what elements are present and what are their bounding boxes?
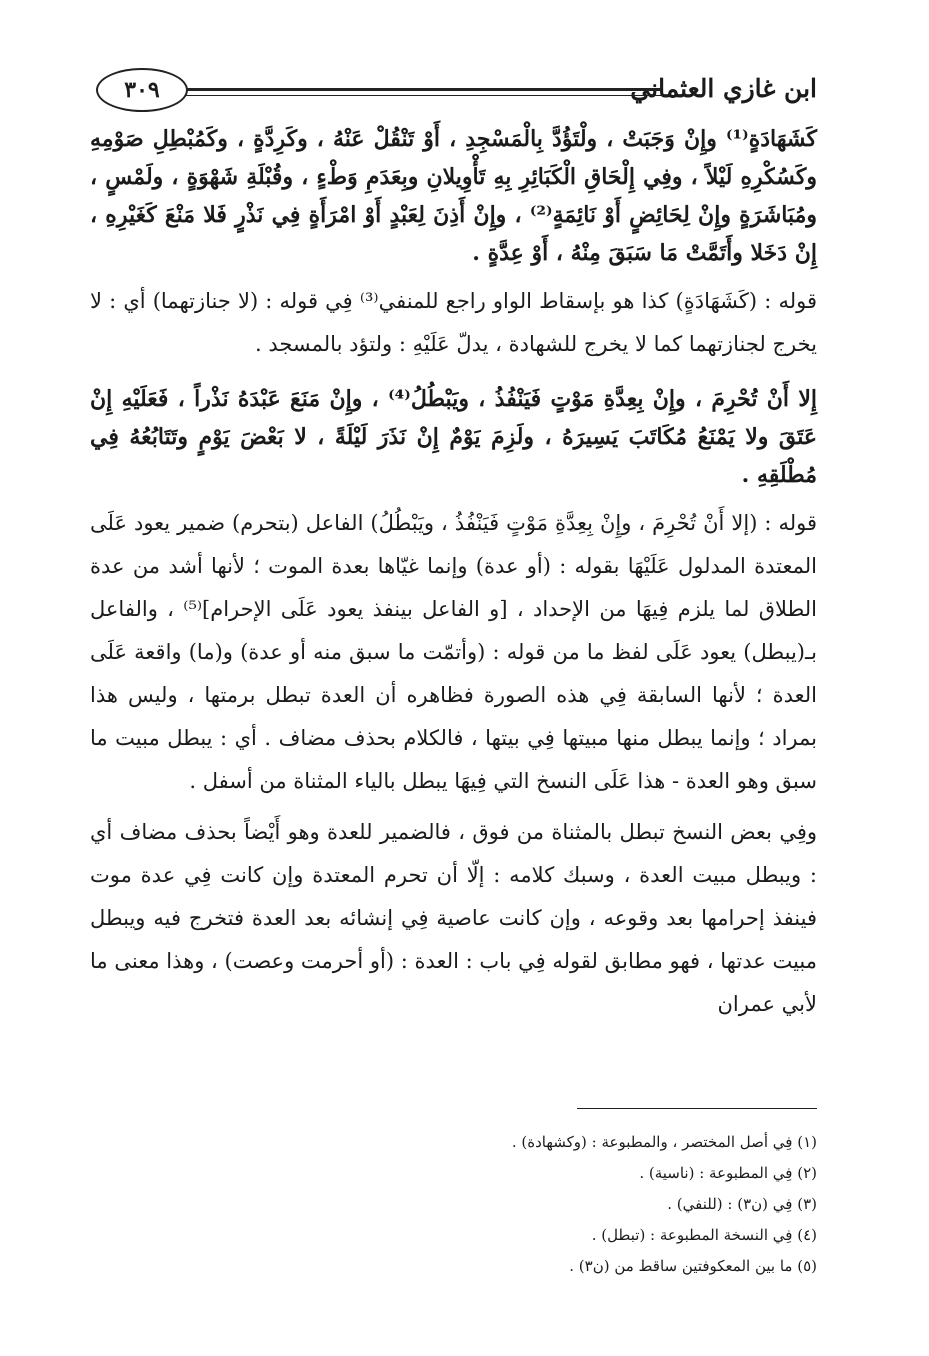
commentary-paragraph: قوله : (كَشَهَادَةٍ) كذا هو بإسقاط الواو راجع للمنفي⁽³⁾ فِي قوله : (لا جنازتهما) أي : لا يخرج لجنازتهما كما لا يخرج للشهادة ، يدلّ عَلَيْهِ : ولتؤد بالمسجد . <box>90 289 817 356</box>
commentary-paragraph: قوله : (إلا أَنْ تُحْرِمَ ، وإِنْ بِعِدَّةِ مَوْتٍ فَيَنْفُذُ ، ويَبْطُلُ) الفاعل (بتحرم) ضمير يعود عَلَى المعتدة المدلول عَلَيْهَا بقوله : (أو عدة) وإنما غيّاها بعدة الموت ؛ لأنها أشد من عدة الطلاق لما يلزم فِيهَا من الإحداد ، [و الفاعل بينفذ يعود عَلَى الإحرام]⁽⁵⁾ ، والفاعل بـ(يبطل) يعود عَلَى لفظ ما من قوله : (وأتمّت ما سبق منه أو عدة) و(ما) واقعة عَلَى العدة ؛ لأنها السابقة فِي هذه الصورة فظاهره أن العدة تبطل برمتها ، وليس هذا بمراد ؛ وإنما يبطل منها مبيتها فِي بيتها ، فالكلام بحذف مضاف . أي : يبطل مبيت ما سبق وهو العدة - هذا عَلَى النسخ التي فِيهَا يبطل بالياء المثناة من أسفل . <box>90 511 817 793</box>
page-header <box>90 54 817 120</box>
footnote-item: (٢) فِي المطبوعة : (ناسية) . <box>639 1164 817 1182</box>
footnote-item: (٥) ما بين المعكوفتين ساقط من (ن٣) . <box>569 1257 817 1275</box>
footnote-item: (٣) فِي (ن٣) : (للنفي) . <box>667 1195 817 1213</box>
footnote-divider <box>577 1108 817 1109</box>
header-rule-thin <box>182 95 661 96</box>
matn-paragraph: إِلا أَنْ تُحْرِمَ ، وإِنْ بِعِدَّةِ مَوْتٍ فَيَنْفُذُ ، ويَبْطُلُ⁽⁴⁾ ، وإِنْ مَنَعَ عَبْدَهُ نَذْراً ، فَعَلَيْهِ إِنْ عَتَقَ ولا يَمْنَعُ مُكَاتَبَ يَسِيرَهُ ، ولَزِمَ يَوْمٌ إِنْ نَذَرَ لَيْلَةً ، لا بَعْضَ يَوْمٍ وتَتَابُعُهُ فِي مُطْلَقِهِ . <box>90 386 818 488</box>
footnotes <box>90 1127 817 1282</box>
book-page <box>90 54 817 1282</box>
header-rule-thick <box>182 88 661 91</box>
page-number: ٣٠٩ <box>96 68 188 112</box>
body-text <box>90 120 817 1026</box>
running-head: ابن غازي العثماني <box>630 74 817 103</box>
footnote-item: (٤) فِي النسخة المطبوعة : (تبطل) . <box>591 1226 817 1244</box>
commentary-paragraph: وفِي بعض النسخ تبطل بالمثناة من فوق ، فالضمير للعدة وهو أَيْضاً بحذف مضاف أي : ويبطل مبيت العدة ، وسبك كلامه : إلّا أن تحرم المعتدة وإن كانت فِي عدة موت فينفذ إحرامها بعد وقوعه ، وإن كانت عاصية فِي إنشائه بعد العدة فتخرج فيه ويبطل مبيت عدتها ، فهو مطابق لقوله فِي باب : العدة : (أو أحرمت وعصت) ، وهذا معنى ما لأبي عمران <box>90 820 817 1016</box>
matn-paragraph: كَشَهَادَةٍ⁽¹⁾ وإِنْ وَجَبَتْ ، ولْتَؤُدَّ بِالْمَسْجِدِ ، أَوْ تَنْقُلْ عَنْهُ ، وكَرِدَّةٍ ، وكَمُبْطِلِ صَوْمِهِ وكَسُكْرِهِ لَيْلاً ، وفِي إِلْحَاقِ الْكَبَائِرِ بِهِ تَأْوِيلانِ وبِعَدَمِ وَطْءٍ ، وقُبْلَةِ شَهْوَةٍ ، ولَمْسٍ ، ومُبَاشَرَةٍ وإِنْ لِحَائِضٍ أَوْ نَائِمَةٍ⁽²⁾ ، وإِنْ أَذِنَ لِعَبْدٍ أَوْ امْرَأَةٍ فِي نَذْرٍ فَلا مَنْعَ كَغَيْرِهِ ، إِنْ دَخَلا وأَتَمَّتْ مَا سَبَقَ مِنْهُ ، أَوْ عِدَّةٍ . <box>90 126 817 266</box>
footnote-item: (١) فِي أصل المختصر ، والمطبوعة : (وكشهادة) . <box>511 1133 817 1151</box>
